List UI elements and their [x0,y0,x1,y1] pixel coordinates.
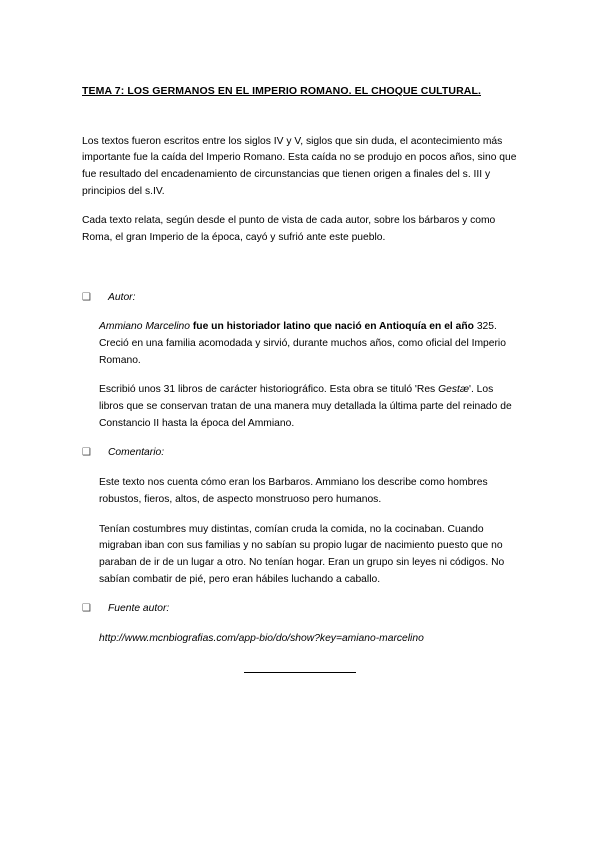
autor-paragraph-1 [82,319,518,369]
works-text-after: '. Los libros que se conservan tratan de una manera muy detallada la última parte del reinado de Constancio II hasta la época del Ammiano. [99,384,512,429]
section-heading-fuente-autor [82,601,518,618]
author-intro-bold: fue un historiador latino que nació en Antioquía en el año [190,321,474,333]
page-title: TEMA 7: LOS GERMANOS EN EL IMPERIO ROMANO. EL CHOQUE CULTURAL. [82,85,481,97]
section-heading-autor [82,290,518,307]
section-heading-label: Comentario: [108,447,165,459]
intro-paragraph-1: Los textos fueron escritos entre los siglos IV y V, siglos que sin duda, el acontecimiento más importante fue la caída del Imperio Romano. Esta caída no se produjo en pocos años, sino que fue resultado del encadenamiento de circunstancias que tienen origen a finales del s. III y principios del s.IV. [82,135,517,197]
section-heading-comentario [82,445,518,462]
footer-divider-wrap [82,672,518,673]
autor-paragraph-2 [82,382,518,432]
source-url[interactable]: http://www.mcnbiografias.com/app-bio/do/show?key=amiano-marcelino [99,632,424,644]
bullet-icon: ❑ [82,291,91,303]
bullet-icon: ❑ [82,603,91,615]
section-heading-label: Fuente autor: [108,603,170,615]
work-title-italic: Gestæ [438,384,469,396]
horizontal-rule [244,672,356,673]
section-heading-label: Autor: [108,291,136,303]
author-name: Ammiano Marcelino [99,321,190,333]
comentario-paragraph-2: Tenían costumbres muy distintas, comían cruda la comida, no la cocinaban. Cuando migraban iban con sus familias y no sabían su propio lugar de nacimiento puesto que no paraban de ir de un lugar a otro. No tenían hogar. Eran un grupo sin leyes ni códigos. No sabían combatir de pié, pero eran hábiles luchando a caballo. [99,523,505,585]
works-text-before: Escribió unos 31 libros de carácter historiográfico. Esta obra se tituló 'Res [99,384,439,396]
section-spacer [82,260,518,290]
author-intro-rest: 325. Creció en una familia acomodada y sirvió, durante muchos años, como oficial del Imperio Romano. [99,321,506,366]
comentario-paragraph-1: Este texto nos cuenta cómo eran los Barbaros. Ammiano los describe como hombres robustos, fieros, altos, de aspecto monstruoso pero humanos. [99,477,488,505]
intro-paragraph-2: Cada texto relata, según desde el punto de vista de cada autor, sobre los bárbaros y como Roma, el gran Imperio de la época, cayó y sufrió ante este pueblo. [82,215,496,244]
bullet-icon: ❑ [82,447,91,459]
